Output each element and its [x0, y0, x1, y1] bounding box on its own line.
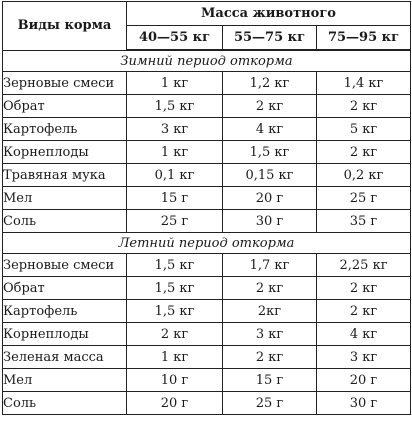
table-row [3, 300, 411, 323]
feed-name: Соль [3, 392, 127, 415]
feed-amount: 35 г [317, 210, 411, 233]
table-row [3, 164, 411, 187]
feed-amount: 20 г [127, 392, 223, 415]
feed-amount: 5 кг [317, 118, 411, 141]
feed-amount: 3 кг [223, 323, 317, 346]
feed-amount: 1,5 кг [127, 254, 223, 277]
feed-name: Корнеплоды [3, 323, 127, 346]
feed-amount: 10 г [127, 369, 223, 392]
mass-range-header: 55—75 кг [223, 26, 317, 51]
table-row [3, 254, 411, 277]
feed-amount: 2 кг [223, 346, 317, 369]
table-row [3, 277, 411, 300]
feed-name: Обрат [3, 95, 127, 118]
feed-amount: 0,1 кг [127, 164, 223, 187]
feed-amount: 3 кг [127, 118, 223, 141]
feed-name: Обрат [3, 277, 127, 300]
feed-amount: 2 кг [127, 323, 223, 346]
feed-name: Травяная мука [3, 164, 127, 187]
feed-amount: 1,5 кг [127, 277, 223, 300]
feed-amount: 1,5 кг [127, 300, 223, 323]
feed-amount: 2 кг [317, 300, 411, 323]
feed-name: Зерновые смеси [3, 254, 127, 277]
feed-amount: 25 г [317, 187, 411, 210]
table-row [3, 346, 411, 369]
header-row-1 [3, 2, 411, 26]
table-row [3, 187, 411, 210]
feed-amount: 30 г [317, 392, 411, 415]
feed-name: Корнеплоды [3, 141, 127, 164]
section-title: Зимний период откорма [3, 50, 411, 72]
feed-amount: 15 г [223, 369, 317, 392]
feed-amount: 15 г [127, 187, 223, 210]
feed-amount: 1,2 кг [223, 72, 317, 95]
feed-name: Мел [3, 369, 127, 392]
feed-amount: 2 кг [223, 277, 317, 300]
feed-name: Зерновые смеси [3, 72, 127, 95]
feed-amount: 30 г [223, 210, 317, 233]
feed-amount: 0,2 кг [317, 164, 411, 187]
feed-name: Соль [3, 210, 127, 233]
feed-amount: 1,5 кг [127, 95, 223, 118]
feed-amount: 1,4 кг [317, 72, 411, 95]
feed-amount: 4 кг [223, 118, 317, 141]
section-title: Летний период откорма [3, 233, 411, 254]
feed-name: Картофель [3, 300, 127, 323]
feed-name: Зеленая масса [3, 346, 127, 369]
feed-amount: 1 кг [127, 141, 223, 164]
feed-name: Картофель [3, 118, 127, 141]
table-row [3, 118, 411, 141]
section-title-row [3, 233, 411, 254]
feed-amount: 4 кг [317, 323, 411, 346]
mass-range-header: 75—95 кг [317, 26, 411, 51]
table-row [3, 72, 411, 95]
feed-types-header: Виды корма [3, 2, 127, 51]
mass-range-header: 40—55 кг [127, 26, 223, 51]
table-row [3, 323, 411, 346]
section-title-row [3, 50, 411, 72]
feed-amount: 2 кг [317, 95, 411, 118]
winter-section [3, 50, 411, 233]
summer-section [3, 233, 411, 415]
feed-amount: 0,15 кг [223, 164, 317, 187]
feed-table [2, 1, 411, 415]
feed-amount: 2 кг [223, 95, 317, 118]
feed-amount: 20 г [223, 187, 317, 210]
feed-amount: 25 г [223, 392, 317, 415]
feed-amount: 2 кг [317, 141, 411, 164]
animal-mass-header: Масса животного [127, 2, 411, 26]
feed-amount: 1 кг [127, 72, 223, 95]
table-row [3, 210, 411, 233]
feed-amount: 2 кг [317, 277, 411, 300]
feed-amount: 2кг [223, 300, 317, 323]
feed-amount: 1,5 кг [223, 141, 317, 164]
table-row [3, 141, 411, 164]
feed-amount: 1 кг [127, 346, 223, 369]
feed-name: Мел [3, 187, 127, 210]
feed-amount: 25 г [127, 210, 223, 233]
table-row [3, 392, 411, 415]
feed-amount: 1,7 кг [223, 254, 317, 277]
feed-amount: 20 г [317, 369, 411, 392]
table-row [3, 369, 411, 392]
table-row [3, 95, 411, 118]
feed-amount: 2,25 кг [317, 254, 411, 277]
table-header [3, 2, 411, 51]
feed-amount: 3 кг [317, 346, 411, 369]
